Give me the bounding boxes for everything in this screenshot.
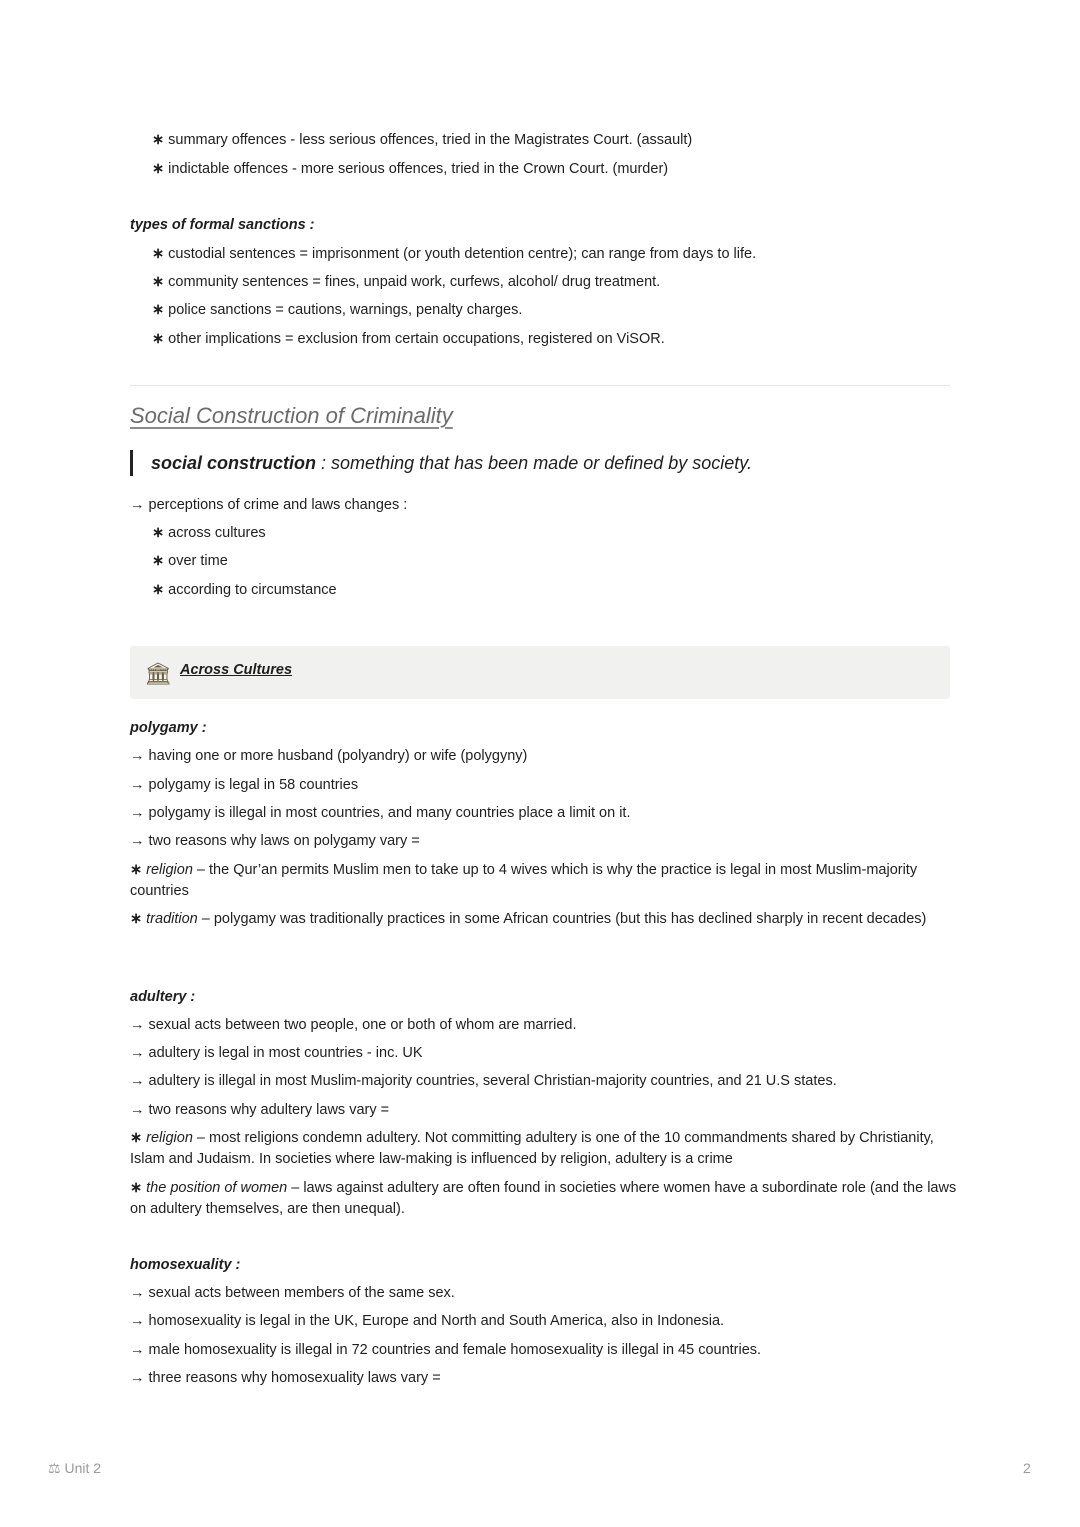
section-label: homosexuality : [130,1257,241,1273]
list-item: ∗ indictable offences - more serious offences, tried in the Crown Court. (murder) [152,159,982,180]
reason-term: religion [146,1130,193,1146]
reason-item [130,860,960,902]
list-item: ∗ custodial sentences = imprisonment (or youth detention centre); can range from days to life. [152,244,982,265]
callout-title: Across Cultures [180,662,293,678]
quote-term: social construction [151,453,317,473]
intro-line: → perceptions of crime and laws changes : [130,497,408,513]
reason-term: the position of women [146,1180,288,1196]
list-item: ∗ community sentences = fines, unpaid work, curfews, alcohol/ drug treatment. [152,272,982,293]
reason-text: – the Qur’an permits Muslim men to take up to 4 wives which is why the practice is legal in most Muslim-majority countries [130,862,918,899]
footer-label: Unit 2 [64,1460,102,1476]
classical-building-icon: 🏛 [144,661,172,686]
reason-item [130,909,960,930]
reason-item [130,1128,960,1170]
list-item: ∗ across cultures [152,523,982,544]
reason-term: religion [146,862,193,878]
list-item: ∗ over time [152,551,982,572]
quote-text: : something that has been made or defined by society. [316,453,752,473]
text-line: → sexual acts between members of the same sex. [130,1285,455,1301]
section-label: types of formal sanctions : [130,217,315,233]
scales-icon: ⚖ [48,1460,61,1476]
divider [130,385,950,386]
text-line: → three reasons why homosexuality laws vary = [130,1370,441,1386]
reason-text: – most religions condemn adultery. Not committing adultery is one of the 10 commandments shared by Christianity, Islam and Judaism. In societies where law-making is influenced by religion, adultery is a crime [130,1130,934,1167]
text-line: → polygamy is illegal in most countries, and many countries place a limit on it. [130,805,631,821]
reason-text: – laws against adultery are often found in societies where women have a subordinate role (and the laws on adultery themselves, are then unequal). [130,1180,957,1217]
text-line: → two reasons why laws on polygamy vary = [130,833,420,849]
text-line: → homosexuality is legal in the UK, Europe and North and South America, also in Indonesia. [130,1313,725,1329]
list-item: ∗ according to circumstance [152,580,982,601]
list-item: ∗ police sanctions = cautions, warnings, penalty charges. [152,300,982,321]
section-heading: Social Construction of Criminality [130,403,453,428]
text-line: → male homosexuality is illegal in 72 countries and female homosexuality is illegal in 45 countries. [130,1342,762,1358]
list-item: ∗ summary offences - less serious offences, tried in the Magistrates Court. (assault) [152,130,982,151]
reason-text: – polygamy was traditionally practices in some African countries (but this has declined sharply in recent decades) [197,911,927,927]
section-label: polygamy : [130,720,207,736]
callout-across-cultures [130,646,950,699]
footer-unit [48,1460,101,1477]
text-line: → polygamy is legal in 58 countries [130,777,359,793]
page-number: 2 [1023,1460,1031,1476]
text-line: → adultery is illegal in most Muslim-majority countries, several Christian-majority countries, and 21 U.S states. [130,1073,837,1089]
section-label: adultery : [130,989,196,1005]
reason-item [130,1178,960,1220]
reason-term: tradition [146,911,198,927]
text-line: → adultery is legal in most countries - inc. UK [130,1045,423,1061]
text-line: → two reasons why adultery laws vary = [130,1102,390,1118]
list-item: ∗ other implications = exclusion from certain occupations, registered on ViSOR. [152,329,982,350]
definition-quote [130,450,752,476]
text-line: → having one or more husband (polyandry) or wife (polygyny) [130,748,528,764]
text-line: → sexual acts between two people, one or both of whom are married. [130,1017,577,1033]
